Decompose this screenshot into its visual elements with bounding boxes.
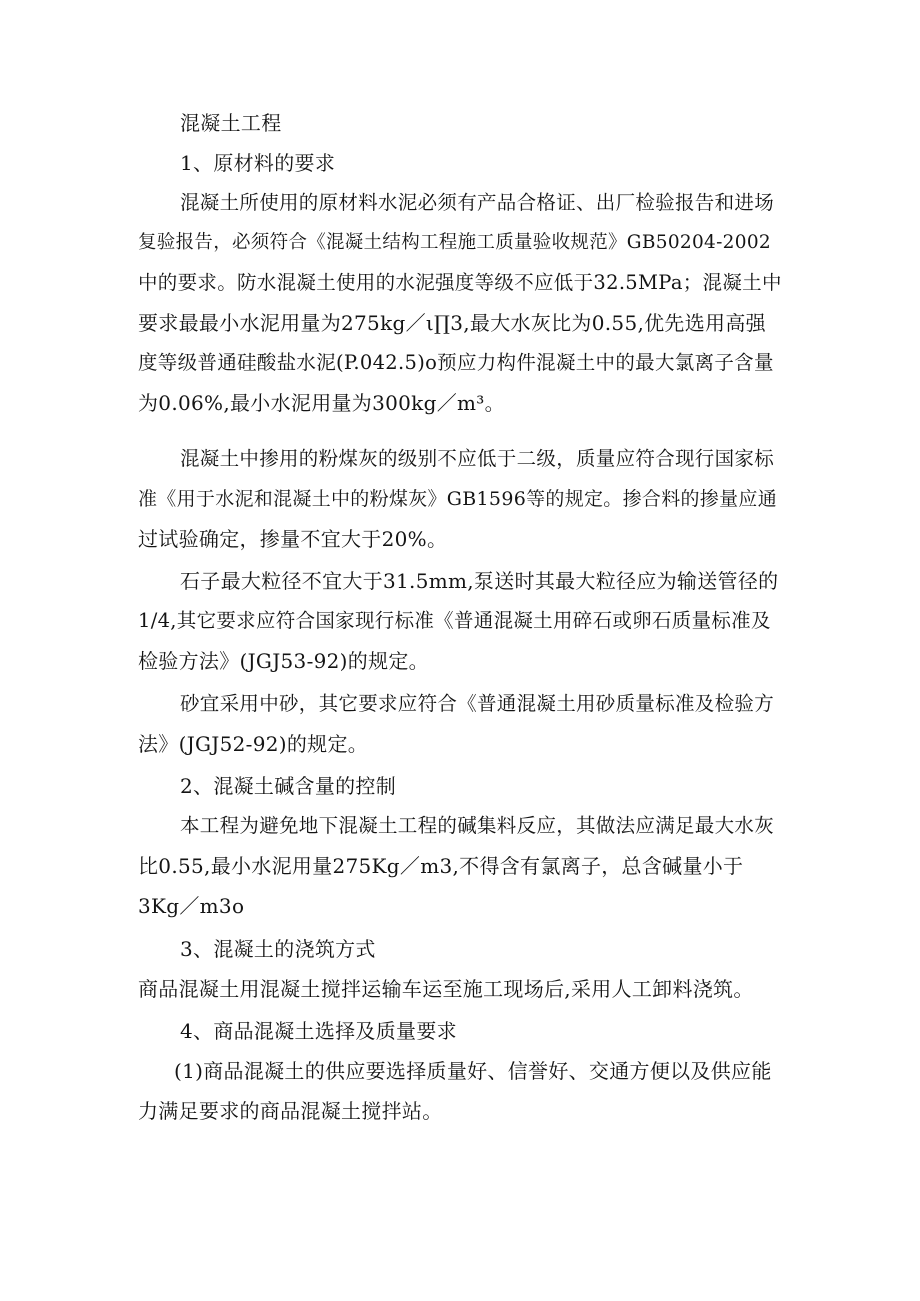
paragraph-1-line-6: 为0.06%,最小水泥用量为300kg／m³。 xyxy=(138,391,505,415)
section-heading-1: 1、原材料的要求 xyxy=(180,151,336,175)
paragraph-1-line-5: 度等级普通硅酸盐水泥(P.042.5)o预应力构件混凝土中的最大氯离子含量 xyxy=(138,351,774,374)
paragraph-4-line-2: 法》(JGJ52-92)的规定。 xyxy=(138,732,369,756)
paragraph-6-line-1: 商品混凝土用混凝土搅拌运输车运至施工现场后,采用人工卸料浇筑。 xyxy=(138,977,754,1001)
section-heading-4: 4、商品混凝土选择及质量要求 xyxy=(180,1019,457,1043)
paragraph-5-line-1: 本工程为避免地下混凝土工程的碱集料反应，其做法应满足最大水灰 xyxy=(180,814,775,837)
paragraph-1-line-2: 复验报告，必须符合《混凝土结构工程施工质量验收规范》GB50204-2002 xyxy=(138,232,771,253)
paragraph-3-line-2: 1/4,其它要求应符合国家现行标准《普通混凝土用碎石或卵石质量标准及 xyxy=(138,609,771,632)
paragraph-1-line-4: 要求最最小水泥用量为275kg／ι∏3,最大水灰比为0.55,优先选用高强 xyxy=(138,311,766,335)
document-title: 混凝土工程 xyxy=(180,111,282,135)
paragraph-4-line-1: 砂宜采用中砂，其它要求应符合《普通混凝土用砂质量标准及检验方 xyxy=(180,692,775,715)
paragraph-5-line-3: 3Kg／m3o xyxy=(138,894,245,918)
paragraph-5-line-2: 比0.55,最小水泥用量275Kg／m3,不得含有氯离子，总含碱量小于 xyxy=(138,854,744,878)
paragraph-7-line-2: 力满足要求的商品混凝土搅拌站。 xyxy=(138,1099,443,1123)
paragraph-1-line-3: 中的要求。防水混凝土使用的水泥强度等级不应低于32.5MPa；混凝土中 xyxy=(138,271,782,294)
section-heading-2: 2、混凝土碱含量的控制 xyxy=(180,774,397,798)
paragraph-3-line-3: 检验方法》(JGJ53-92)的规定。 xyxy=(138,649,429,673)
paragraph-2-line-2: 准《用于水泥和混凝土中的粉煤灰》GB1596等的规定。掺合料的掺量应通 xyxy=(138,488,777,510)
paragraph-3-line-1: 石子最大粒径不宜大于31.5mm,泵送时其最大粒径应为输送管径的 xyxy=(180,569,779,593)
paragraph-2-line-3: 过试验确定，掺量不宜大于20%。 xyxy=(138,527,448,551)
section-heading-3: 3、混凝土的浇筑方式 xyxy=(180,937,376,961)
paragraph-2-line-1: 混凝土中掺用的粉煤灰的级别不应低于二级，质量应符合现行国家标 xyxy=(180,447,775,470)
paragraph-7-line-1: (1)商品混凝土的供应要选择质量好、信誉好、交通方便以及供应能 xyxy=(174,1059,772,1083)
paragraph-1-line-1: 混凝土所使用的原材料水泥必须有产品合格证、出厂检验报告和进场 xyxy=(180,191,775,214)
